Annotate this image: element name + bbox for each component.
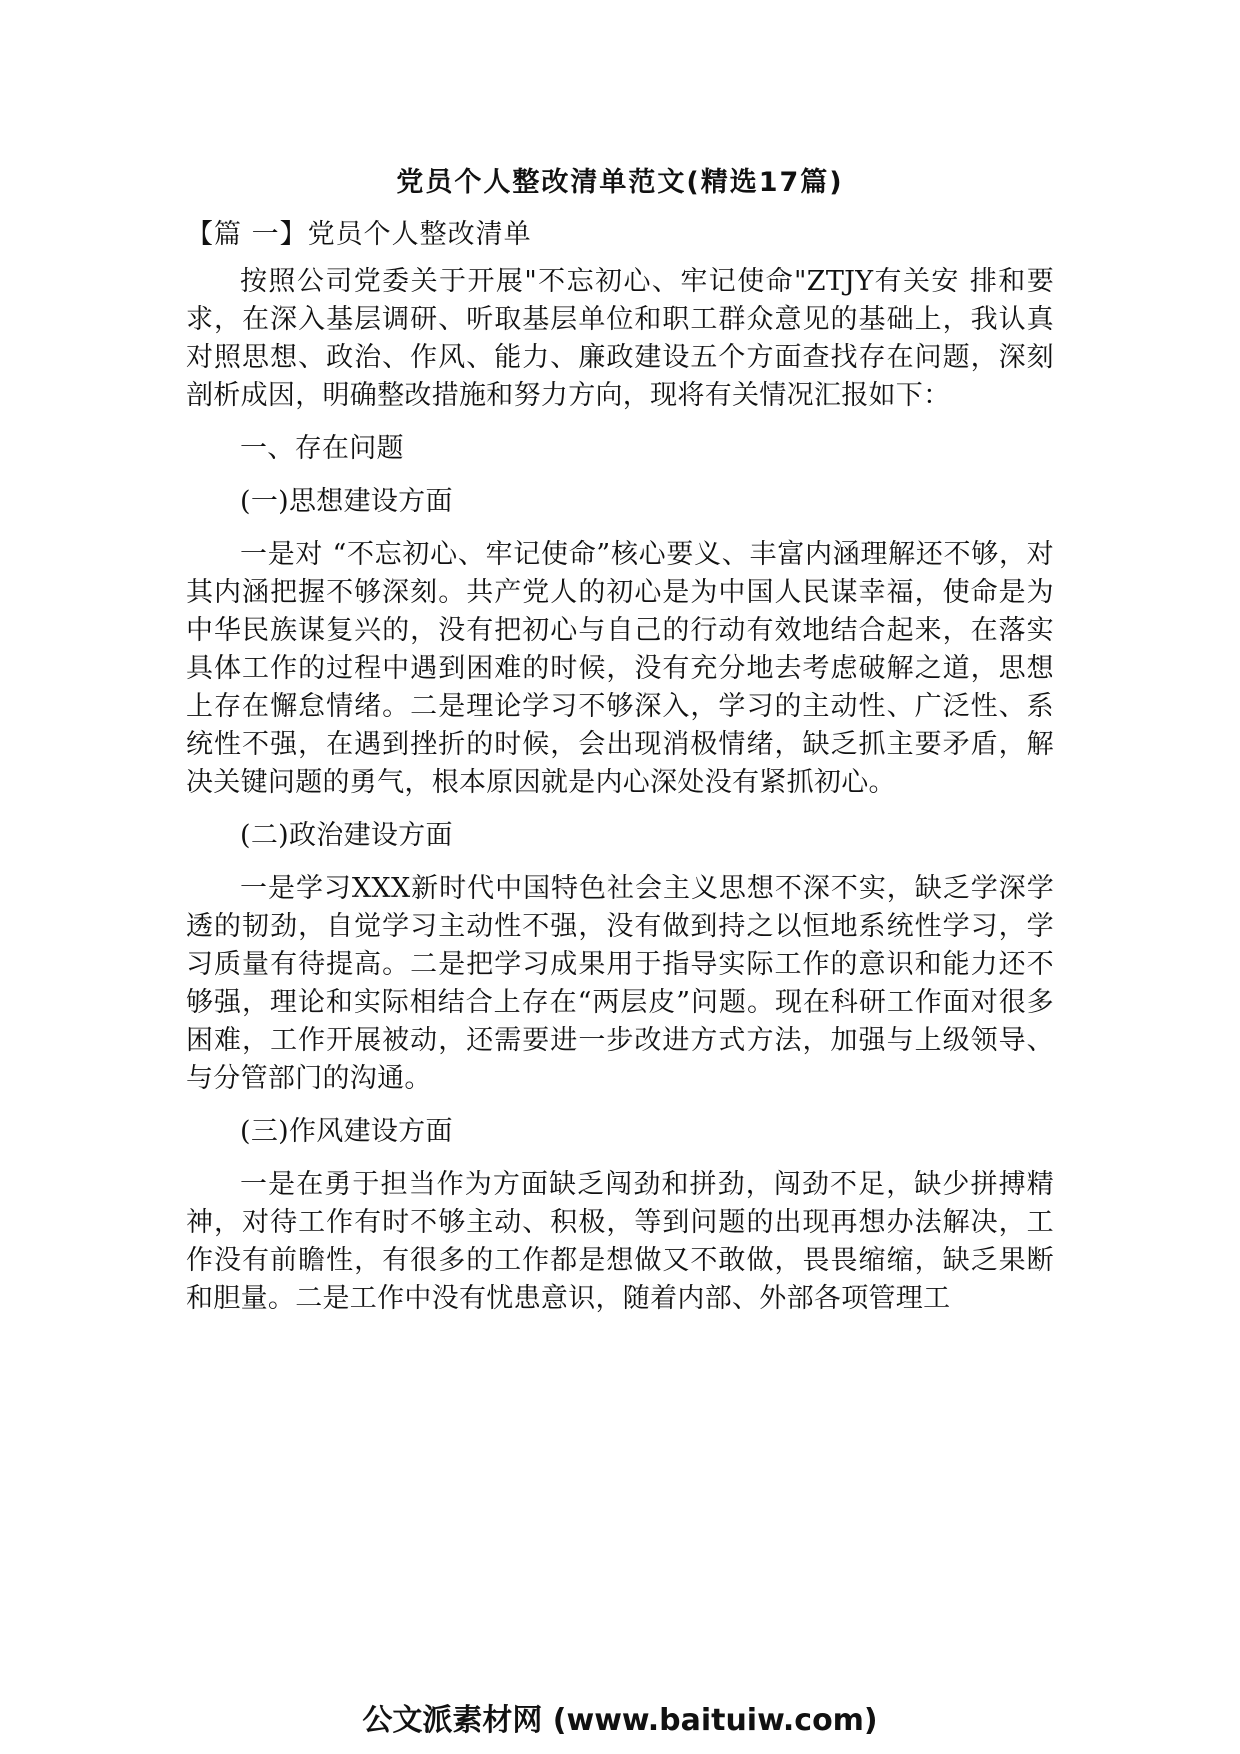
footer-watermark: 公文派素材网 (www.baituiw.com) <box>362 1703 878 1738</box>
section-heading: 【篇 一】党员个人整改清单 <box>186 219 532 250</box>
document-body <box>186 263 1054 1318</box>
document-title: 党员个人整改清单范文(精选17篇) <box>396 167 844 198</box>
heading-political: (二)政治建设方面 <box>240 820 453 851</box>
paragraph-style: 一是在勇于担当作为方面缺乏闯劲和拼劲，闯劲不足，缺少拼搏精神，对待工作有时不够主动、积极，等到问题的出现再想办法解决，工作没有前瞻性，有很多的工作都是想做又不敢做，畏畏缩缩，缺乏果断和胆量。二是工作中没有忧患意识，随着内部、外部各项管理工 <box>186 1169 1054 1314</box>
paragraph-ideological: 一是对 “不忘初心、牢记使命”核心要义、丰富内涵理解还不够，对其内涵把握不够深刻。共产党人的初心是为中国人民谋幸福，使命是为中华民族谋复兴的，没有把初心与自己的行动有效地结合起来，在落实具体工作的过程中遇到困难的时候，没有充分地去考虑破解之道，思想上存在懈怠情绪。二是理论学习不够深入，学习的主动性、广泛性、系统性不强，在遇到挫折的时候，会出现消极情绪，缺乏抓主要矛盾，解决关键问题的勇气，根本原因就是内心深处没有紧抓初心。 <box>186 539 1054 798</box>
heading-style: (三)作风建设方面 <box>240 1116 453 1147</box>
heading-existing-problems: 一、存在问题 <box>240 433 404 464</box>
paragraph-political: 一是学习XXX新时代中国特色社会主义思想不深不实，缺乏学深学透的韧劲，自觉学习主动性不强，没有做到持之以恒地系统性学习，学习质量有待提高。二是把学习成果用于指导实际工作的意识和能力还不够强，理论和实际相结合上存在“两层皮”问题。现在科研工作面对很多困难，工作开展被动，还需要进一步改进方式方法，加强与上级领导、与分管部门的沟通。 <box>186 873 1054 1094</box>
heading-ideological: (一)思想建设方面 <box>240 486 453 517</box>
paragraph-intro: 按照公司党委关于开展"不忘初心、牢记使命"ZTJY有关安 排和要求，在深入基层调研、听取基层单位和职工群众意见的基础上，我认真对照思想、政治、作风、能力、廉政建设五个方面查找存在问题，深刻剖析成因，明确整改措施和努力方向，现将有关情况汇报如下： <box>186 266 1054 411</box>
